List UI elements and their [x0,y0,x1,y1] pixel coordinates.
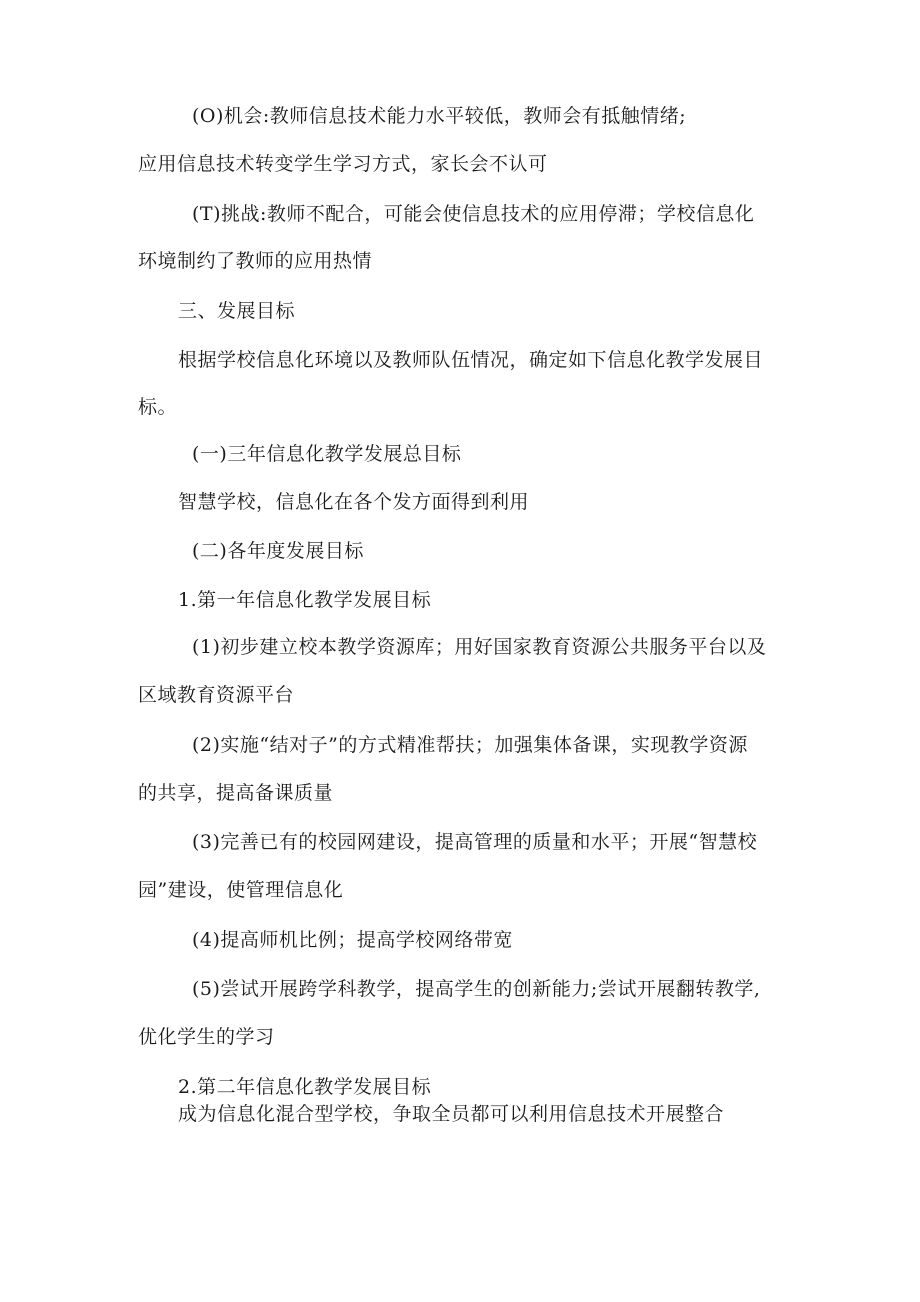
paragraph-threat-line-2: 环境制约了教师的应用热情 [138,250,373,272]
list-item-3-line-1: (3)完善已有的校园网建设，提高管理的质量和水平；开展“智慧校 [192,831,758,853]
subheading-first-year: 1.第一年信息化教学发展目标 [178,589,432,611]
subheading-three-year-goal: (一)三年信息化教学发展总目标 [192,443,462,465]
list-item-4: (4)提高师机比例；提高学校网络带宽 [192,929,513,951]
list-item-2-line-1: (2)实施“结对子”的方式精准帮扶；加强集体备课，实现教学资源 [192,734,748,756]
paragraph-intro-line-1: 根据学校信息化环境以及教师队伍情况，确定如下信息化教学发展目 [178,349,764,371]
list-item-1-line-1: (1)初步建立校本教学资源库；用好国家教育资源公共服务平台以及 [192,636,767,658]
subheading-annual-goals: (二)各年度发展目标 [192,540,364,562]
list-item-5-line-2: 优化学生的学习 [138,1026,275,1048]
paragraph-three-year-goal: 智慧学校，信息化在各个发方面得到利用 [178,491,530,513]
section-heading-development-goals: 三、发展目标 [178,300,296,322]
paragraph-intro-line-2: 标。 [138,396,178,418]
paragraph-second-year: 成为信息化混合型学校，争取全员都可以利用信息技术开展整合 [178,1103,725,1125]
paragraph-opportunity-line-2: 应用信息技术转变学生学习方式，家长会不认可 [138,153,548,175]
subheading-second-year: 2.第二年信息化教学发展目标 [178,1076,432,1098]
paragraph-opportunity-line-1: (O)机会:教师信息技术能力水平较低，教师会有抵触情绪; [192,105,687,127]
paragraph-threat-line-1: (T)挑战:教师不配合，可能会使信息技术的应用停滞；学校信息化 [192,203,755,225]
list-item-1-line-2: 区域教育资源平台 [138,684,295,706]
list-item-3-line-2: 园”建设，使管理信息化 [138,879,344,901]
list-item-5-line-1: (5)尝试开展跨学科教学，提高学生的创新能力;尝试开展翻转教学, [192,978,761,1000]
list-item-2-line-2: 的共享，提高备课质量 [138,782,334,804]
